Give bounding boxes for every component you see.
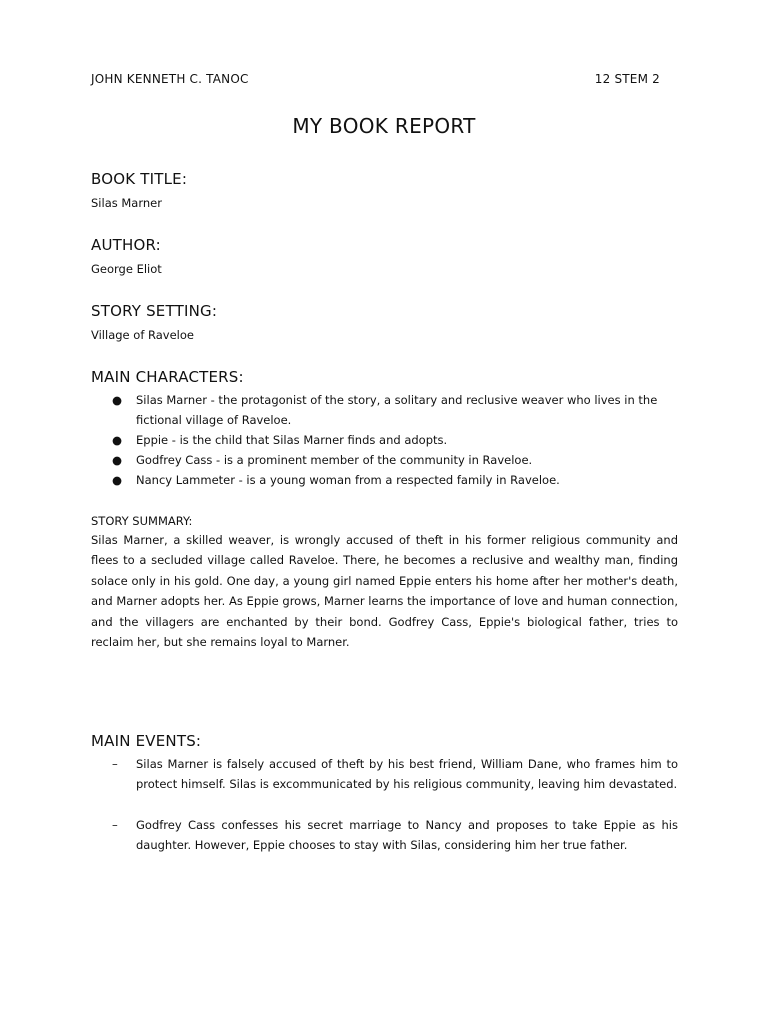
event-entry: Silas Marner is falsely accused of theft by his best friend, William Dane, who frames him to protect himself. Silas is excommunicated by his religious community, leaving him devastated.	[136, 757, 678, 792]
character-entry: Godfrey Cass - is a prominent member of the community in Raveloe.	[136, 453, 533, 467]
list-item	[91, 450, 678, 470]
list-item	[91, 390, 678, 430]
book-title-heading: BOOK TITLE:	[91, 170, 188, 188]
page-title: MY BOOK REPORT	[292, 114, 476, 138]
bullet-icon: ●	[112, 433, 123, 447]
events-heading: MAIN EVENTS:	[91, 732, 202, 750]
class-section: 12 STEM 2	[594, 72, 660, 86]
list-item	[91, 430, 678, 450]
list-item	[91, 470, 678, 490]
bullet-icon: ●	[112, 393, 123, 407]
character-entry: Eppie - is the child that Silas Marner finds and adopts.	[136, 433, 448, 447]
summary-heading: STORY SUMMARY:	[91, 514, 193, 528]
bullet-icon: ●	[112, 453, 123, 467]
event-entry: Godfrey Cass confesses his secret marriage to Nancy and proposes to take Eppie as his daughter. However, Eppie chooses to stay with Silas, considering him her true father.	[136, 817, 678, 853]
student-name: JOHN KENNETH C. TANOC	[91, 72, 249, 86]
list-item	[91, 815, 678, 856]
book-title-value: Silas Marner	[91, 196, 162, 210]
author-heading: AUTHOR:	[91, 236, 161, 254]
character-entry: Nancy Lammeter - is a young woman from a respected family in Raveloe.	[136, 473, 560, 487]
dash-icon: –	[112, 757, 118, 771]
document-header	[91, 72, 660, 86]
characters-heading: MAIN CHARACTERS:	[91, 368, 244, 386]
bullet-icon: ●	[112, 473, 123, 487]
events-list	[91, 754, 678, 876]
characters-list	[91, 390, 678, 490]
dash-icon: –	[112, 817, 118, 832]
setting-value: Village of Raveloe	[91, 328, 194, 342]
summary-text: Silas Marner, a skilled weaver, is wrongly accused of theft in his former religious community and flees to a secluded village called Raveloe. There, he becomes a reclusive and wealthy man, finding solace only in his gold. One day, a young girl named Eppie enters his home after her mother's death, and Marner adopts her. As Eppie grows, Marner learns the importance of love and human connection, and the villagers are enchanted by their bond. Godfrey Cass, Eppie's biological father, tries to reclaim her, but she remains loyal to Marner.	[91, 533, 678, 650]
author-value: George Eliot	[91, 262, 162, 276]
character-entry: Silas Marner - the protagonist of the story, a solitary and reclusive weaver who lives in the fictional village of Raveloe.	[136, 393, 658, 427]
setting-heading: STORY SETTING:	[91, 302, 218, 320]
list-item	[91, 754, 678, 795]
